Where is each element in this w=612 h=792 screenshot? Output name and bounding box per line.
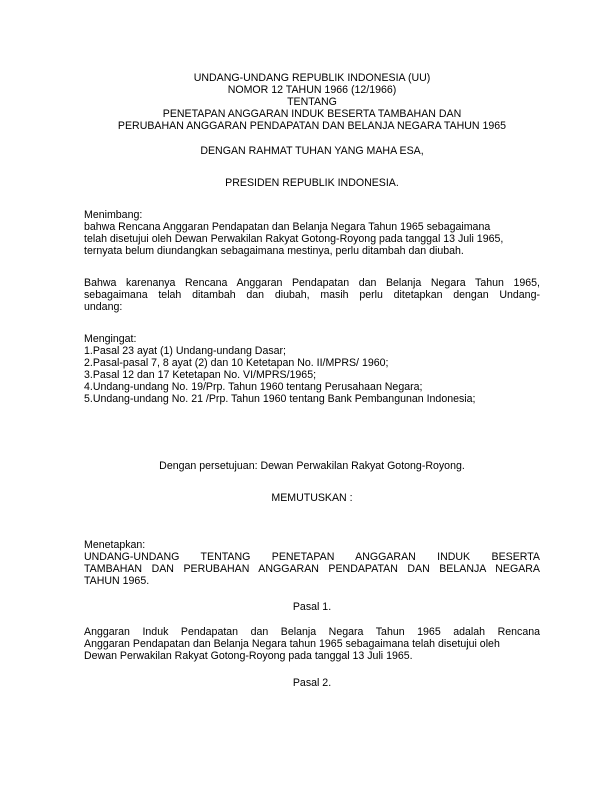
title-line: TENTANG: [287, 96, 337, 108]
list-item: 1.Pasal 23 ayat (1) Undang-undang Dasar;: [84, 345, 286, 357]
pasal-1-heading: Pasal 1.: [292, 601, 332, 613]
text-line: sebagaimana telah ditambah dan diubah, masih perlu ditetapkan dengan Undang-: [84, 289, 540, 301]
pasal-1-text: [84, 626, 540, 662]
menimbang-paragraph-2: [84, 277, 540, 313]
text-line: ternyata belum diundangkan sebagaimana mestinya, perlu ditambah dan diubah.: [84, 245, 464, 257]
text-line: undang:: [84, 301, 123, 313]
pasal-2-heading: Pasal 2.: [292, 677, 332, 689]
menimbang-label: Menimbang:: [84, 209, 143, 221]
document-title: [84, 72, 540, 132]
list-item: 2.Pasal-pasal 7, 8 ayat (2) dan 10 Ketetapan No. II/MPRS/ 1960;: [84, 357, 389, 369]
mengingat-label: Mengingat:: [84, 333, 137, 345]
invocation: DENGAN RAHMAT TUHAN YANG MAHA ESA,: [200, 145, 424, 157]
text-line: TAHUN 1965.: [84, 575, 150, 587]
text-line: Anggaran Induk Pendapatan dan Belanja Negara Tahun 1965 adalah Rencana: [84, 626, 540, 638]
text-line: Bahwa karenanya Rencana Anggaran Pendapatan dan Belanja Negara Tahun 1965,: [84, 277, 540, 289]
persetujuan: Dengan persetujuan: Dewan Perwakilan Rakyat Gotong-Royong.: [159, 460, 465, 472]
title-line: UNDANG-UNDANG REPUBLIK INDONESIA (UU): [193, 72, 431, 84]
text-line: Anggaran Pendapatan dan Belanja Negara tahun 1965 sebagaimana telah disetujui oleh: [84, 638, 500, 650]
text-line: UNDANG-UNDANG TENTANG PENETAPAN ANGGARAN INDUK BESERTA: [84, 551, 540, 563]
president-heading: PRESIDEN REPUBLIK INDONESIA.: [225, 177, 399, 189]
text-line: TAMBAHAN DAN PERUBAHAN ANGGARAN PENDAPATAN DAN BELANJA NEGARA: [84, 563, 540, 575]
menetapkan-section: [84, 539, 540, 587]
title-line: PENETAPAN ANGGARAN INDUK BESERTA TAMBAHAN DAN: [162, 108, 462, 120]
text-line: bahwa Rencana Anggaran Pendapatan dan Belanja Negara Tahun 1965 sebagaimana: [84, 221, 491, 233]
list-item: 3.Pasal 12 dan 17 Ketetapan No. VI/MPRS/1965;: [84, 369, 317, 381]
title-line: PERUBAHAN ANGGARAN PENDAPATAN DAN BELANJA NEGARA TAHUN 1965: [117, 120, 507, 132]
mengingat-section: [84, 333, 540, 405]
menetapkan-label: Menetapkan:: [84, 539, 146, 551]
list-item: 4.Undang-undang No. 19/Prp. Tahun 1960 tentang Perusahaan Negara;: [84, 381, 423, 393]
text-line: Dewan Perwakilan Rakyat Gotong-Royong pada tanggal 13 Juli 1965.: [84, 650, 413, 662]
title-line: NOMOR 12 TAHUN 1966 (12/1966): [227, 84, 397, 96]
menimbang-section: [84, 209, 540, 257]
list-item: 5.Undang-undang No. 21 /Prp. Tahun 1960 tentang Bank Pembangunan Indonesia;: [84, 393, 476, 405]
text-line: telah disetujui oleh Dewan Perwakilan Rakyat Gotong-Royong pada tanggal 13 Juli 1965,: [84, 233, 504, 245]
memutuskan-heading: MEMUTUSKAN :: [271, 492, 353, 504]
